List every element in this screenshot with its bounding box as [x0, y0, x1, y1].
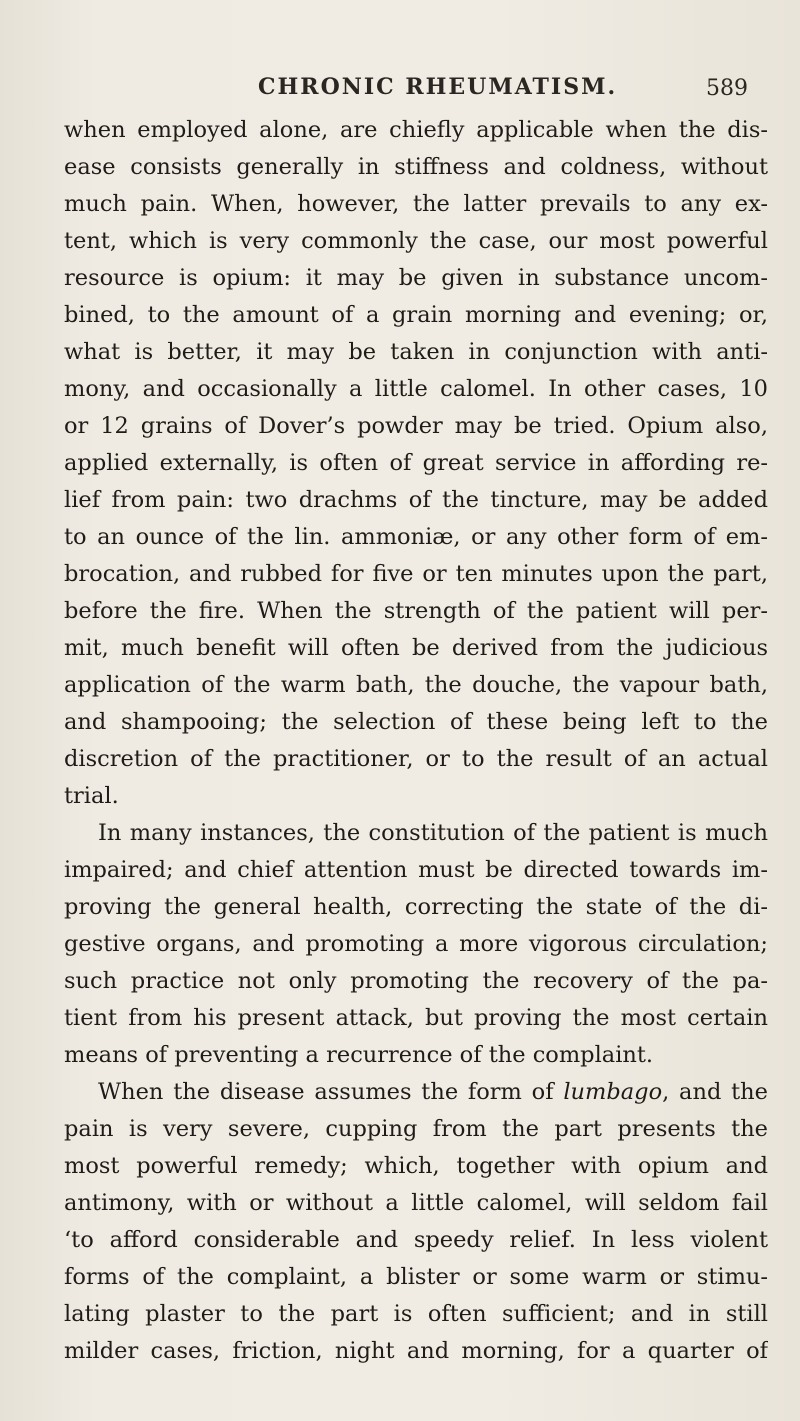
text-line: antimony, with or without a little calomel, will seldom fail — [64, 1190, 768, 1216]
text-line: milder cases, friction, night and morning, for a quarter of — [64, 1338, 768, 1364]
text-line: mit, much benefit will often be derived from the judicious — [64, 635, 768, 661]
text-line: pain is very severe, cupping from the part presents the — [64, 1116, 768, 1142]
text-line: application of the warm bath, the douche, the vapour bath, — [64, 672, 768, 698]
text-line: such practice not only promoting the recovery of the pa- — [64, 968, 768, 994]
text-line: bined, to the amount of a grain morning and evening; or, — [64, 302, 768, 328]
text-line: when employed alone, are chiefly applicable when the dis- — [64, 117, 768, 143]
text-line: or 12 grains of Dover’s powder may be tried. Opium also, — [64, 413, 768, 439]
paragraph-end-line: means of preventing a recurrence of the complaint. — [64, 1042, 654, 1068]
text-line: brocation, and rubbed for five or ten minutes upon the part, — [64, 561, 768, 587]
paragraph-first-line: When the disease assumes the form of lumbago, and the — [98, 1079, 768, 1105]
text-line: most powerful remedy; which, together with opium and — [64, 1153, 768, 1179]
paragraph-first-line: In many instances, the constitution of the patient is much — [98, 820, 768, 846]
text-line: lief from pain: two drachms of the tincture, may be added — [64, 487, 768, 513]
text-line: before the fire. When the strength of the patient will per- — [64, 598, 768, 624]
text-line: mony, and occasionally a little calomel. In other cases, 10 — [64, 376, 768, 402]
text-line: ‘to afford considerable and speedy relief. In less violent — [64, 1227, 768, 1253]
text-line: much pain. When, however, the latter prevails to any ex- — [64, 191, 768, 217]
text-line: lating plaster to the part is often sufficient; and in still — [64, 1301, 768, 1327]
text-line: what is better, it may be taken in conjunction with anti- — [64, 339, 768, 365]
text-line: applied externally, is often of great service in affording re- — [64, 450, 768, 476]
text-line: ease consists generally in stiffness and coldness, without — [64, 154, 768, 180]
body-text — [64, 112, 768, 1370]
text-line: tent, which is very commonly the case, our most powerful — [64, 228, 768, 254]
text-line: to an ounce of the lin. ammoniæ, or any other form of em- — [64, 524, 768, 550]
paragraph-end-line: trial. — [64, 783, 119, 809]
running-head: CHRONIC RHEUMATISM. — [258, 74, 618, 100]
text-line: resource is opium: it may be given in substance uncom- — [64, 265, 768, 291]
page-number: 589 — [706, 76, 748, 101]
text-line: impaired; and chief attention must be directed towards im- — [64, 857, 768, 883]
text-line: gestive organs, and promoting a more vigorous circulation; — [64, 931, 768, 957]
text-line: proving the general health, correcting the state of the di- — [64, 894, 768, 920]
text-line: forms of the complaint, a blister or some warm or stimu- — [64, 1264, 768, 1290]
text-line: tient from his present attack, but proving the most certain — [64, 1005, 768, 1031]
text-line: discretion of the practitioner, or to the result of an actual — [64, 746, 768, 772]
text-line: and shampooing; the selection of these being left to the — [64, 709, 768, 735]
